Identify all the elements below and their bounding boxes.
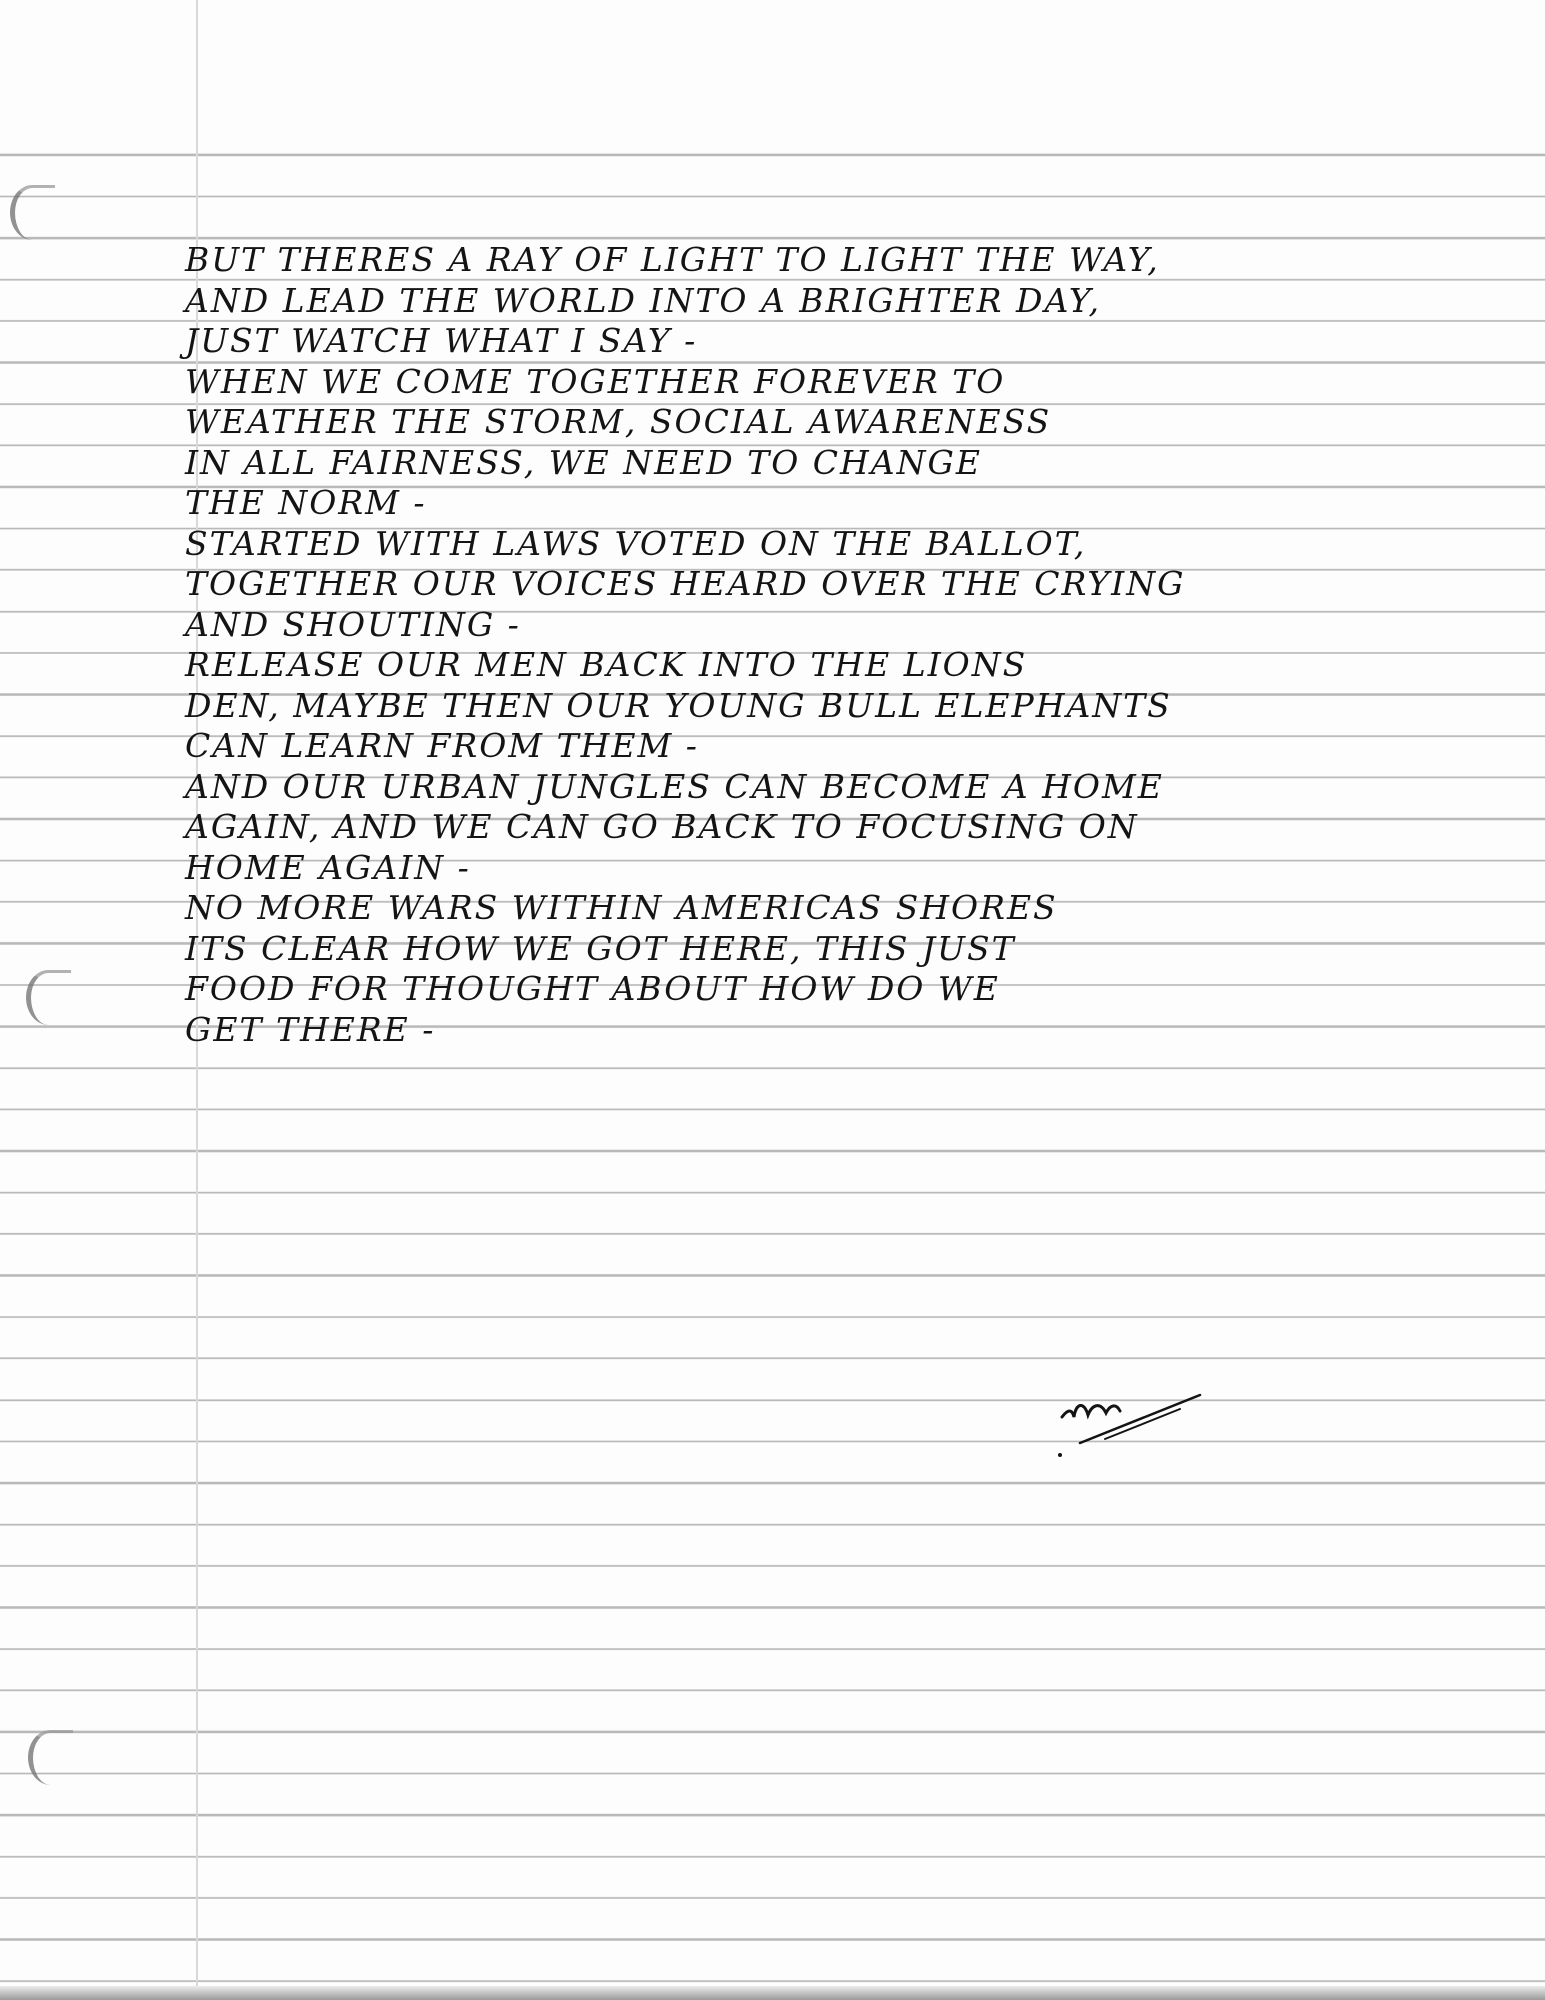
poem-line: AGAIN, AND WE CAN GO BACK TO FOCUSING ON [185, 807, 1139, 846]
poem-line: GET THERE - [185, 1009, 436, 1049]
binder-hole-top [10, 185, 55, 240]
poem-line: DEN, MAYBE THEN OUR YOUNG BULL ELEPHANTS [185, 685, 1172, 725]
poem-line: RELEASE OUR MEN BACK INTO THE LIONS [185, 645, 1028, 684]
poem-line: AND SHOUTING - [185, 604, 521, 644]
page-bottom-edge [0, 1986, 1545, 2000]
poem-line: BUT THERES A RAY OF LIGHT TO LIGHT THE WAY, [185, 240, 1160, 279]
binder-hole-bottom [28, 1730, 73, 1785]
signature-mark [1050, 1365, 1210, 1465]
handwritten-poem [185, 240, 1345, 1050]
poem-line: ITS CLEAR HOW WE GOT HERE, THIS JUST [185, 928, 1016, 968]
poem-line: IN ALL FAIRNESS, WE NEED TO CHANGE [185, 442, 982, 482]
poem-line: HOME AGAIN - [185, 847, 471, 887]
poem-line: THE NORM - [185, 483, 427, 522]
binder-hole-middle [26, 970, 71, 1025]
poem-line: NO MORE WARS WITHIN AMERICAS SHORES [185, 888, 1058, 927]
poem-line: STARTED WITH LAWS VOTED ON THE BALLOT, [185, 523, 1087, 563]
poem-line: CAN LEARN FROM THEM - [185, 726, 699, 765]
poem-line: WEATHER THE STORM, SOCIAL AWARENESS [185, 402, 1052, 441]
poem-line: WHEN WE COME TOGETHER FOREVER TO [185, 361, 1006, 401]
poem-line: AND LEAD THE WORLD INTO A BRIGHTER DAY, [185, 280, 1101, 320]
poem-line: TOGETHER OUR VOICES HEARD OVER THE CRYING [185, 564, 1186, 603]
poem-line: FOOD FOR THOUGHT ABOUT HOW DO WE [185, 969, 1000, 1008]
poem-line: AND OUR URBAN JUNGLES CAN BECOME A HOME [185, 766, 1164, 806]
poem-line: JUST WATCH WHAT I SAY - [185, 321, 698, 360]
